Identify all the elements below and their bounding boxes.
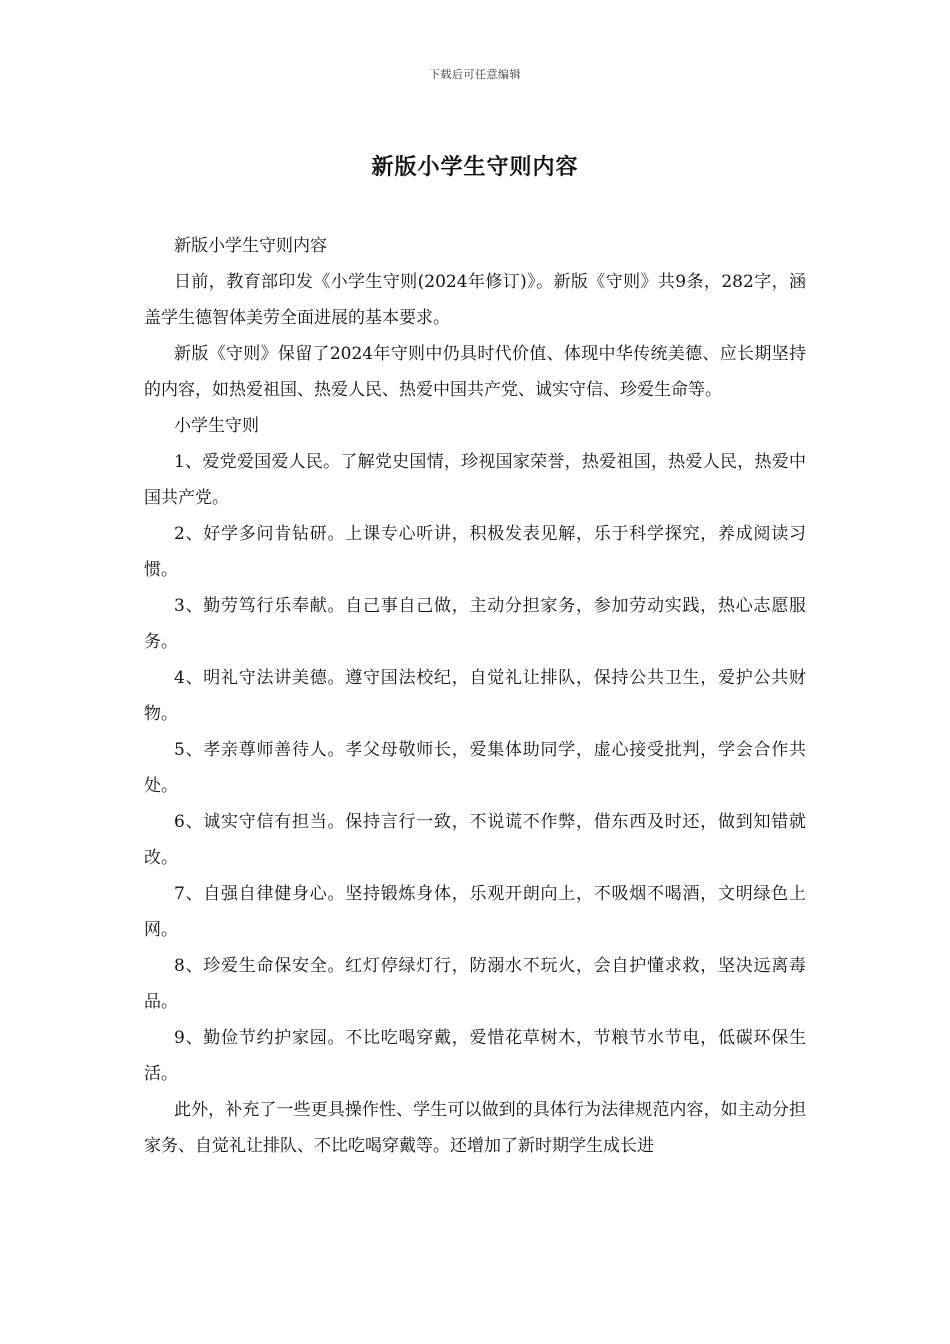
- paragraph-subtitle: 新版小学生守则内容: [174, 236, 327, 256]
- paragraph-rules-heading: 小学生守则: [174, 416, 259, 436]
- rule-item-1: 1、爱党爱国爱人民。了解党史国情，珍视国家荣誉，热爱祖国，热爱人民，热爱中国共产党。: [144, 452, 806, 508]
- rule-item-8: 8、珍爱生命保安全。红灯停绿灯行，防溺水不玩火，会自护懂求救，坚决远离毒品。: [144, 956, 806, 1012]
- document-body: [144, 228, 806, 1164]
- rule-item-9: 9、勤俭节约护家园。不比吃喝穿戴，爱惜花草树木，节粮节水节电，低碳环保生活。: [144, 1028, 806, 1084]
- document-title: 新版小学生守则内容: [371, 154, 579, 180]
- rule-item-6: 6、诚实守信有担当。保持言行一致，不说谎不作弊，借东西及时还，做到知错就改。: [144, 812, 806, 868]
- paragraph-supplement: 此外，补充了一些更具操作性、学生可以做到的具体行为法律规范内容，如主动分担家务、自觉礼让排队、不比吃喝穿戴等。还增加了新时期学生成长进: [144, 1100, 806, 1156]
- rule-item-3: 3、勤劳笃行乐奉献。自己事自己做，主动分担家务，参加劳动实践，热心志愿服务。: [144, 596, 806, 652]
- paragraph-retained-content: 新版《守则》保留了2024年守则中仍具时代价值、体现中华传统美德、应长期坚持的内容，如热爱祖国、热爱人民、热爱中国共产党、诚实守信、珍爱生命等。: [144, 344, 806, 400]
- rule-item-2: 2、好学多问肯钻研。上课专心听讲，积极发表见解，乐于科学探究，养成阅读习惯。: [144, 524, 806, 580]
- rule-item-5: 5、孝亲尊师善待人。孝父母敬师长，爱集体助同学，虚心接受批判，学会合作共处。: [144, 740, 806, 796]
- paragraph-intro: 日前，教育部印发《小学生守则(2024年修订)》。新版《守则》共9条，282字，涵盖学生德智体美劳全面进展的基本要求。: [144, 272, 806, 328]
- rule-item-4: 4、明礼守法讲美德。遵守国法校纪，自觉礼让排队，保持公共卫生，爱护公共财物。: [144, 668, 806, 724]
- page-header-note: 下载后可任意编辑: [429, 68, 521, 81]
- rule-item-7: 7、自强自律健身心。坚持锻炼身体，乐观开朗向上，不吸烟不喝酒，文明绿色上网。: [144, 884, 806, 940]
